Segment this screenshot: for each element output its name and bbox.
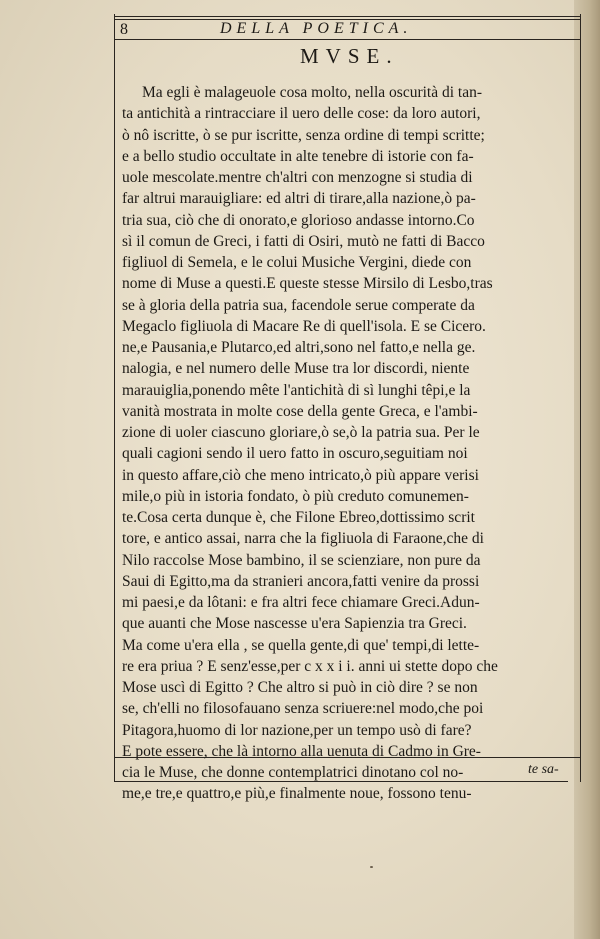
text-line: sì il comun de Greci, i fatti di Osiri, mutò ne fatti di Bacco bbox=[122, 232, 485, 250]
text-line: tore, e antico assai, narra che la figliuola di Faraone,che di bbox=[122, 530, 484, 548]
text-line: in questo affare,ciò che meno intricato,ò più appare verisi bbox=[122, 466, 479, 484]
text-line: mile,o più in istoria fondato, ò più creduto comunemen- bbox=[122, 487, 469, 505]
text-line: nalogia, e nel numero delle Muse tra lor discordi, niente bbox=[122, 360, 470, 378]
text-line: mi paesi,e da lôtani: e fra altri fece chiamare Greci.Adun- bbox=[122, 594, 480, 611]
header-rule-lower bbox=[114, 39, 580, 40]
text-line: e a bello studio occultate in alte tenebre di istorie con fa- bbox=[122, 147, 474, 165]
page-gutter bbox=[574, 0, 600, 939]
text-line: vanità mostrata in molte cose della gente Greca, e l'ambi- bbox=[122, 402, 478, 420]
footer-rule bbox=[114, 757, 580, 758]
text-line: far altrui marauigliare: ed altri di tirare,alla nazione,ò pa- bbox=[122, 190, 476, 208]
page-number: 8 bbox=[120, 21, 128, 38]
text-line: marauiglia,ponendo mête l'antichità di sì lunghi têpi,e la bbox=[122, 381, 471, 399]
right-frame-rule bbox=[580, 14, 581, 782]
text-line: que auanti che Mose nascesse u'era Sapienzia tra Greci. bbox=[122, 615, 467, 633]
text-line: tria sua, ciò che di onorato,e glorioso andasse intorno.Co bbox=[122, 211, 475, 229]
text-line: se, ch'elli no filosofauano senza scriuere:nel modo,che poi bbox=[122, 700, 484, 718]
text-line: figliuol di Semela, e le colui Musiche Vergini, diede con bbox=[122, 254, 472, 271]
text-line: ò nô iscritte, ò se pur iscritte, senza ordine di tempi scritte; bbox=[122, 126, 485, 144]
text-line: ta antichità a rintracciare il uero delle cose: da loro autori, bbox=[122, 105, 481, 123]
text-line: Nilo raccolse Mose bambino, il se scienziare, non pure da bbox=[122, 551, 481, 569]
catchword: te sa- bbox=[528, 762, 559, 777]
left-frame-rule bbox=[114, 14, 115, 782]
text-line: Megaclo figliuola di Macare Re di quell'isola. E se Cicero. bbox=[122, 317, 486, 335]
body-text bbox=[122, 82, 574, 805]
text-line: zione di uoler ciascuno gloriare,ò se,ò la patria sua. Per le bbox=[122, 424, 480, 441]
text-line: Ma egli è malageuole cosa molto, nella oscurità di tan- bbox=[142, 84, 483, 101]
section-title: MVSE. bbox=[300, 44, 399, 68]
text-line: nome di Muse a questi.E queste stesse Mirsilo di Lesbo,tras bbox=[122, 275, 493, 293]
text-line: cia le Muse, che donne contemplatrici dinotano col no- bbox=[122, 764, 464, 781]
text-line: ne,e Pausania,e Plutarco,ed altri,sono nel fatto,e nella ge. bbox=[122, 339, 476, 356]
text-line: Mose uscì di Egitto ? Che altro si può in ciò dire ? se non bbox=[122, 679, 478, 696]
text-line: quali cagioni sendo il uero fatto in oscuro,seguitiam noi bbox=[122, 445, 468, 463]
text-line: se à gloria della patria sua, facendole serue comperate da bbox=[122, 296, 475, 314]
text-line: me,e tre,e quattro,e più,e finalmente noue, fossono tenu- bbox=[122, 785, 472, 803]
text-line: Saui di Egitto,ma da stranieri ancora,fatti venire da prossi bbox=[122, 572, 480, 590]
text-line: Ma come u'era ella , se quella gente,di que' tempi,di lette- bbox=[122, 636, 480, 654]
text-line: re era priua ? E senz'esse,per c x x i i. anni ui stette dopo che bbox=[122, 657, 498, 675]
paper-speck bbox=[370, 866, 373, 868]
running-head: DELLA POETICA. bbox=[220, 20, 413, 37]
footer-rule-lower bbox=[114, 781, 568, 782]
header-rule bbox=[114, 16, 580, 17]
text-line: Pitagora,huomo di lor nazione,per un tempo usò di fare? bbox=[122, 721, 472, 739]
text-line: E pote essere, che là intorno alla uenuta di Cadmo in Gre- bbox=[122, 742, 481, 760]
text-line: uole mescolate.mentre ch'altri con menzogne si studia di bbox=[122, 169, 473, 186]
text-line: te.Cosa certa dunque è, che Filone Ebreo,dottissimo scrit bbox=[122, 509, 475, 526]
